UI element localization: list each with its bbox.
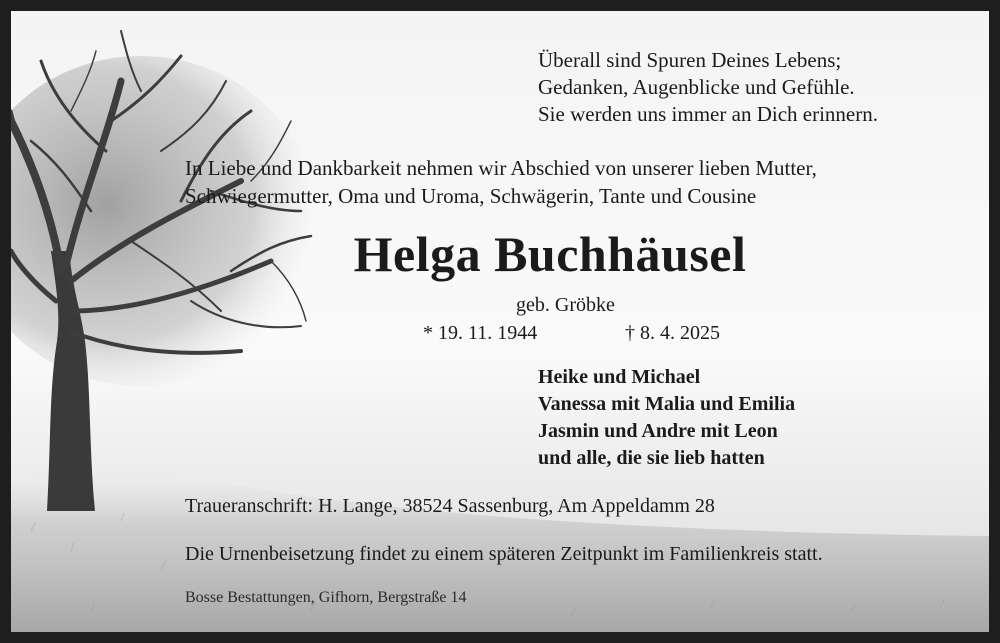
poem [538,47,878,128]
poem-line: Überall sind Spuren Deines Lebens; [538,48,842,72]
poem-line: Sie werden uns immer an Dich erinnern. [538,102,878,126]
family-signatures [538,364,795,472]
intro-line: In Liebe und Dankbarkeit nehmen wir Abschied von unserer lieben Mutter, [185,156,817,180]
death-date: † 8. 4. 2025 [625,322,720,344]
intro-text [185,154,817,210]
undertaker-info: Bosse Bestattungen, Gifhorn, Bergstraße 14 [185,589,467,606]
mourning-address: Traueranschrift: H. Lange, 38524 Sassenburg, Am Appeldamm 28 [185,495,715,517]
poem-line: Gedanken, Augenblicke und Gefühle. [538,75,855,99]
family-line: Heike und Michael [538,366,701,388]
maiden-name: geb. Gröbke [516,294,615,316]
deceased-name: Helga Buchhäusel [353,226,747,282]
family-line: und alle, die sie lieb hatten [538,447,765,469]
family-line: Vanessa mit Malia und Emilia [538,393,796,415]
family-line: Jasmin und Andre mit Leon [538,420,778,442]
intro-line: Schwiegermutter, Oma und Uroma, Schwägerin, Tante und Cousine [185,184,757,208]
birth-date: * 19. 11. 1944 [423,322,538,344]
burial-note: Die Urnenbeisetzung findet zu einem späteren Zeitpunkt im Familienkreis statt. [185,543,823,565]
